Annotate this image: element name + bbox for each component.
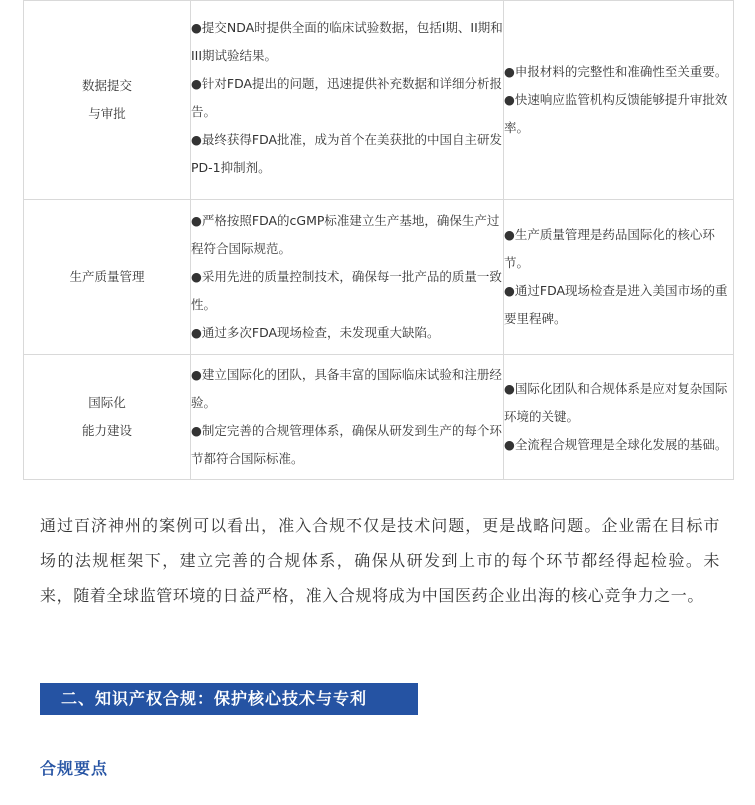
case-table [23,0,734,480]
section-subheading: 合规要点 [40,759,109,778]
table-row [24,1,734,200]
insight-item: ●申报材料的完整性和准确性至关重要。 [504,64,728,79]
stage-cell [24,1,191,200]
insight-cell [504,1,734,200]
insight-cell [504,200,734,355]
insight-item: ●通过FDA现场检查是进入美国市场的重要里程碑。 [504,283,728,326]
detail-cell [191,1,504,200]
summary-paragraph: 通过百济神州的案例可以看出，准入合规不仅是技术问题，更是战略问题。企业需在目标市场的法规框架下，建立完善的合规体系，确保从研发到上市的每个环节都经得起检验。未来，随着全球监管环境的日益严格，准入合规将成为中国医药企业出海的核心竞争力之一。 [40,516,720,605]
stage-label: 生产质量管理 [69,269,145,284]
detail-cell [191,200,504,355]
detail-item: ●严格按照FDA的cGMP标准建立生产基地，确保生产过程符合国际规范。 [191,213,500,256]
stage-label: 数据提交 [81,78,132,93]
detail-item: ●通过多次FDA现场检查，未发现重大缺陷。 [191,325,440,340]
detail-cell [191,355,504,480]
stage-cell [24,355,191,480]
stage-label: 国际化 [88,395,126,410]
insight-item: ●快速响应监管机构反馈能够提升审批效率。 [504,92,728,135]
case-table-wrapper [23,0,733,480]
section-title-banner: 二、知识产权合规：保护核心技术与专利 [40,683,418,715]
detail-item: ●最终获得FDA批准，成为首个在美获批的中国自主研发PD-1抑制剂。 [191,132,503,175]
stage-label: 能力建设 [81,423,132,438]
table-row [24,355,734,480]
stage-cell [24,200,191,355]
detail-item: ●建立国际化的团队，具备丰富的国际临床试验和注册经验。 [191,367,502,410]
insight-item: ●生产质量管理是药品国际化的核心环节。 [504,227,715,270]
detail-item: ●采用先进的质量控制技术，确保每一批产品的质量一致性。 [191,269,502,312]
detail-item: ●提交NDA时提供全面的临床试验数据，包括I期、II期和III期试验结果。 [191,20,503,63]
table-row [24,200,734,355]
detail-item: ●针对FDA提出的问题，迅速提供补充数据和详细分析报告。 [191,76,503,119]
insight-cell [504,355,734,480]
insight-item: ●全流程合规管理是全球化发展的基础。 [504,437,728,452]
stage-label: 与审批 [88,106,126,121]
detail-item: ●制定完善的合规管理体系，确保从研发到生产的每个环节都符合国际标准。 [191,423,502,466]
insight-item: ●国际化团队和合规体系是应对复杂国际环境的关键。 [504,381,728,424]
